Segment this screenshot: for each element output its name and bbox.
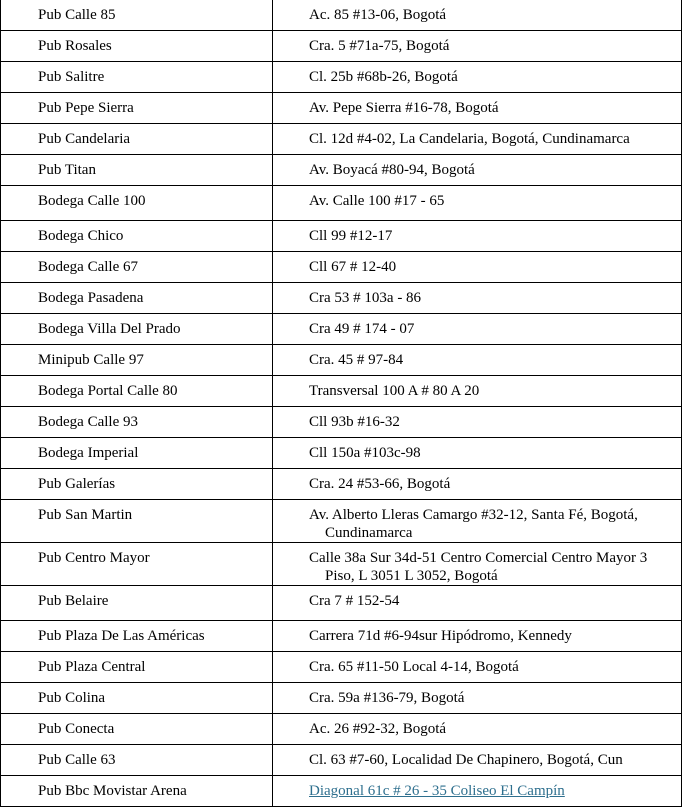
table-row — [1, 714, 682, 745]
table-row — [1, 500, 682, 543]
location-address: Cll 93b #16-32 — [309, 414, 400, 430]
location-name: Pub Calle 63 — [38, 752, 116, 768]
location-address-cell — [273, 31, 682, 62]
address-wrapper — [309, 475, 677, 493]
location-address: Cra. 59a #136-79, Bogotá — [309, 690, 465, 706]
location-address: Av. Calle 100 #17 - 65 — [309, 193, 445, 209]
location-name: Bodega Calle 67 — [38, 259, 138, 275]
location-address: Cl. 12d #4-02, La Candelaria, Bogotá, Cundinamarca — [309, 131, 630, 147]
location-address-cell — [273, 745, 682, 776]
location-address-cell — [273, 345, 682, 376]
location-address: Cra. 24 #53-66, Bogotá — [309, 476, 451, 492]
location-name-cell — [1, 652, 273, 683]
table-row — [1, 621, 682, 652]
table-row — [1, 62, 682, 93]
location-name-cell — [1, 376, 273, 407]
table-row — [1, 376, 682, 407]
location-name: Pub San Martin — [38, 507, 133, 523]
address-wrapper — [309, 68, 677, 86]
location-name: Pub Plaza De Las Américas — [38, 628, 205, 644]
address-wrapper — [309, 351, 677, 369]
location-address-cell — [273, 186, 682, 221]
location-name-cell — [1, 314, 273, 345]
location-address-cell — [273, 438, 682, 469]
address-wrapper — [309, 506, 677, 542]
location-address-cell — [273, 407, 682, 438]
address-wrapper — [309, 689, 677, 707]
location-address: Cll 67 # 12-40 — [309, 259, 397, 275]
location-address: Av. Pepe Sierra #16-78, Bogotá — [309, 100, 499, 116]
location-address: Cl. 25b #68b-26, Bogotá — [309, 69, 458, 85]
location-address: Cra. 5 #71a-75, Bogotá — [309, 38, 450, 54]
location-name: Pub Salitre — [38, 69, 105, 85]
location-name: Pub Galerías — [38, 476, 116, 492]
location-name: Bodega Imperial — [38, 445, 139, 461]
location-address-link[interactable]: Diagonal 61c # 26 - 35 Coliseo El Campín — [309, 783, 565, 799]
location-name-cell — [1, 714, 273, 745]
location-name: Pub Pepe Sierra — [38, 100, 134, 116]
location-name-cell — [1, 0, 273, 31]
location-address: Cll 150a #103c-98 — [309, 445, 421, 461]
location-address-cell — [273, 543, 682, 586]
location-name-cell — [1, 469, 273, 500]
location-name: Bodega Portal Calle 80 — [38, 383, 178, 399]
address-wrapper — [309, 99, 677, 117]
location-name: Pub Colina — [38, 690, 106, 706]
location-address-cell — [273, 500, 682, 543]
location-name-cell — [1, 283, 273, 314]
location-name-cell — [1, 221, 273, 252]
address-wrapper — [309, 227, 677, 245]
location-name-cell — [1, 745, 273, 776]
location-address: Transversal 100 A # 80 A 20 — [309, 383, 480, 399]
location-name: Pub Belaire — [38, 593, 109, 609]
table-row — [1, 314, 682, 345]
location-name-cell — [1, 252, 273, 283]
address-wrapper — [309, 413, 677, 431]
table-row — [1, 31, 682, 62]
location-name-cell — [1, 776, 273, 807]
location-name-cell — [1, 683, 273, 714]
location-address: Ac. 26 #92-32, Bogotá — [309, 721, 447, 737]
location-address: Calle 38a Sur 34d-51 Centro Comercial Centro Mayor 3 Piso, L 3051 L 3052, Bogotá — [309, 550, 648, 584]
address-wrapper — [309, 444, 677, 462]
location-address-cell — [273, 376, 682, 407]
location-name: Pub Rosales — [38, 38, 112, 54]
address-wrapper — [309, 130, 677, 148]
location-address: Cra. 65 #11-50 Local 4-14, Bogotá — [309, 659, 519, 675]
location-name: Bodega Chico — [38, 228, 124, 244]
location-name-cell — [1, 500, 273, 543]
location-address: Ac. 85 #13-06, Bogotá — [309, 7, 447, 23]
location-name-cell — [1, 124, 273, 155]
location-name: Bodega Calle 100 — [38, 193, 146, 209]
location-name-cell — [1, 31, 273, 62]
table-row — [1, 683, 682, 714]
location-name-cell — [1, 155, 273, 186]
location-address-cell — [273, 586, 682, 621]
address-wrapper — [309, 782, 677, 800]
location-name: Pub Conecta — [38, 721, 115, 737]
location-address-cell — [273, 93, 682, 124]
location-address-cell — [273, 776, 682, 807]
location-name-cell — [1, 543, 273, 586]
location-address-cell — [273, 221, 682, 252]
table-row — [1, 345, 682, 376]
location-name-cell — [1, 345, 273, 376]
location-name: Pub Plaza Central — [38, 659, 146, 675]
table-row — [1, 186, 682, 221]
address-wrapper — [309, 161, 677, 179]
location-address-cell — [273, 683, 682, 714]
location-address-cell — [273, 124, 682, 155]
location-address: Cra 53 # 103a - 86 — [309, 290, 422, 306]
location-name-cell — [1, 407, 273, 438]
location-name: Bodega Pasadena — [38, 290, 144, 306]
location-address: Av. Alberto Lleras Camargo #32-12, Santa Fé, Bogotá, Cundinamarca — [309, 507, 638, 541]
location-name-cell — [1, 586, 273, 621]
table-row — [1, 543, 682, 586]
location-address: Cra 7 # 152-54 — [309, 593, 400, 609]
table-row — [1, 155, 682, 186]
location-address: Av. Boyacá #80-94, Bogotá — [309, 162, 475, 178]
table-row — [1, 407, 682, 438]
address-wrapper — [309, 549, 677, 585]
location-address: Carrera 71d #6-94sur Hipódromo, Kennedy — [309, 628, 572, 644]
location-name: Pub Titan — [38, 162, 96, 178]
location-name: Bodega Villa Del Prado — [38, 321, 181, 337]
table-row — [1, 252, 682, 283]
location-address-cell — [273, 155, 682, 186]
address-wrapper — [309, 320, 677, 338]
location-name-cell — [1, 438, 273, 469]
location-name: Bodega Calle 93 — [38, 414, 138, 430]
location-address: Cl. 63 #7-60, Localidad De Chapinero, Bogotá, Cun — [309, 752, 623, 768]
location-address-cell — [273, 314, 682, 345]
address-wrapper — [309, 289, 677, 307]
location-address-cell — [273, 62, 682, 93]
table-row — [1, 438, 682, 469]
address-wrapper — [309, 627, 677, 645]
location-name: Pub Candelaria — [38, 131, 131, 147]
location-name: Pub Bbc Movistar Arena — [38, 783, 187, 799]
address-wrapper — [309, 258, 677, 276]
location-address-cell — [273, 252, 682, 283]
table-row — [1, 221, 682, 252]
location-address: Cll 99 #12-17 — [309, 228, 393, 244]
location-name-cell — [1, 186, 273, 221]
address-wrapper — [309, 382, 677, 400]
address-wrapper — [309, 6, 677, 24]
address-wrapper — [309, 658, 677, 676]
location-name: Pub Centro Mayor — [38, 550, 150, 566]
table-row — [1, 652, 682, 683]
location-name: Pub Calle 85 — [38, 7, 116, 23]
table-row — [1, 469, 682, 500]
location-name-cell — [1, 62, 273, 93]
location-address-cell — [273, 714, 682, 745]
location-address-cell — [273, 283, 682, 314]
location-address-cell — [273, 621, 682, 652]
table-row — [1, 124, 682, 155]
address-wrapper — [309, 192, 677, 210]
address-wrapper — [309, 37, 677, 55]
table-row — [1, 745, 682, 776]
location-address-cell — [273, 0, 682, 31]
table-row — [1, 776, 682, 807]
location-address-cell — [273, 652, 682, 683]
location-name-cell — [1, 621, 273, 652]
address-wrapper — [309, 751, 677, 769]
locations-table-body — [1, 0, 682, 807]
location-address: Cra. 45 # 97-84 — [309, 352, 404, 368]
address-wrapper — [309, 720, 677, 738]
location-address-cell — [273, 469, 682, 500]
table-row — [1, 586, 682, 621]
table-row — [1, 93, 682, 124]
location-name: Minipub Calle 97 — [38, 352, 144, 368]
location-address: Cra 49 # 174 - 07 — [309, 321, 415, 337]
table-row — [1, 283, 682, 314]
address-wrapper — [309, 592, 677, 610]
location-name-cell — [1, 93, 273, 124]
table-row — [1, 0, 682, 31]
